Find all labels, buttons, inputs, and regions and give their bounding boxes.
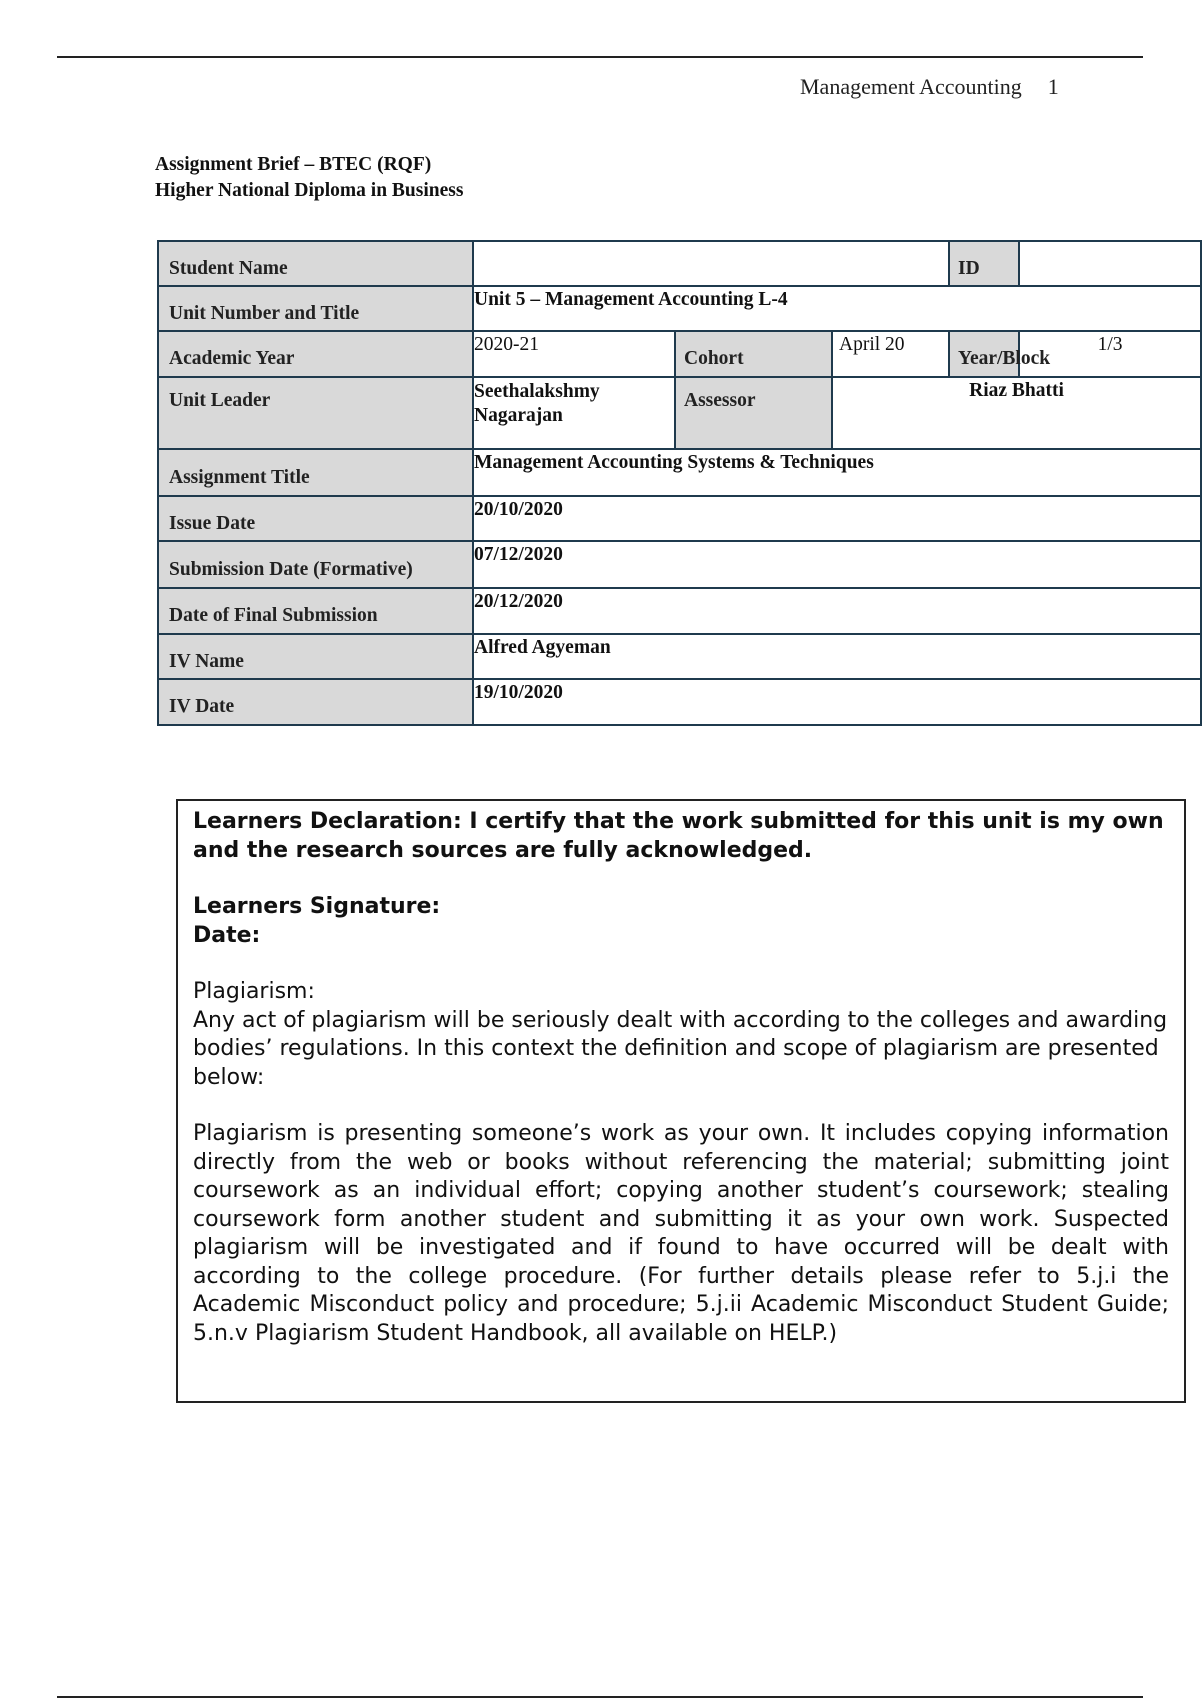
final-submission-label: Date of Final Submission xyxy=(158,588,473,634)
unit-leader-label: Unit Leader xyxy=(158,377,473,449)
row-academic-year xyxy=(158,331,1201,377)
academic-year-label: Academic Year xyxy=(158,331,473,377)
footer-rule xyxy=(57,1696,1143,1698)
cohort-label: Cohort xyxy=(675,331,832,377)
submission-formative-value: 07/12/2020 xyxy=(473,541,1201,588)
issue-date-value: 20/10/2020 xyxy=(473,496,1201,541)
issue-date-label: Issue Date xyxy=(158,496,473,541)
iv-date-label: IV Date xyxy=(158,679,473,725)
row-assignment-title xyxy=(158,449,1201,496)
id-label: ID xyxy=(949,241,1019,286)
unit-leader-value: Seethalakshmy Nagarajan xyxy=(473,377,675,449)
plagiarism-definition: Plagiarism is presenting someone’s work as your own. It includes copying information directly from the web or books without referencing the material; submitting joint coursework as an individual effort; copying another student’s coursework; stealing coursework form another student and submitting it as your own work. Suspected plagiarism will be investigated and if found to have occurred will be dealt with according to the college procedure. (For further details please refer to 5.j.i the Academic Misconduct policy and procedure; 5.j.ii Academic Misconduct Student Guide; 5.n.v Plagiarism Student Handbook, all available on HELP.) xyxy=(193,1121,1169,1346)
assessor-value: Riaz Bhatti xyxy=(832,377,1201,449)
iv-name-value: Alfred Agyeman xyxy=(473,634,1201,679)
student-name-label: Student Name xyxy=(158,241,473,286)
row-submission-formative xyxy=(158,541,1201,588)
row-iv-name xyxy=(158,634,1201,679)
row-iv-date xyxy=(158,679,1201,725)
row-student-name xyxy=(158,241,1201,286)
iv-date-value: 19/10/2020 xyxy=(473,679,1201,725)
running-header xyxy=(800,74,1059,100)
row-unit xyxy=(158,286,1201,331)
id-value[interactable] xyxy=(1019,241,1201,286)
plagiarism-heading: Plagiarism: xyxy=(193,979,315,1004)
assignment-title-value: Management Accounting Systems & Techniques xyxy=(473,449,1201,496)
row-unit-leader xyxy=(158,377,1201,449)
row-final-submission xyxy=(158,588,1201,634)
assignment-title-label: Assignment Title xyxy=(158,449,473,496)
year-block-value: 1/3 xyxy=(1019,331,1201,377)
row-issue-date xyxy=(158,496,1201,541)
iv-name-label: IV Name xyxy=(158,634,473,679)
final-submission-value: 20/12/2020 xyxy=(473,588,1201,634)
student-name-value[interactable] xyxy=(473,241,949,286)
submission-formative-label: Submission Date (Formative) xyxy=(158,541,473,588)
brief-title: Assignment Brief – BTEC (RQF) xyxy=(155,154,432,175)
assignment-cover-table xyxy=(157,240,1202,726)
signature-label: Learners Signature: xyxy=(193,894,441,919)
brief-heading xyxy=(155,152,463,204)
declaration-statement: Learners Declaration: I certify that the work submitted for this unit is my own and the research sources are fully acknowledged. xyxy=(193,809,1164,863)
brief-programme: Higher National Diploma in Business xyxy=(155,180,464,201)
year-block-label: Year/Block xyxy=(949,331,1019,377)
academic-year-value: 2020-21 xyxy=(473,331,675,377)
date-label: Date: xyxy=(193,922,261,948)
unit-label: Unit Number and Title xyxy=(158,286,473,331)
header-rule xyxy=(57,56,1143,58)
page-number: 1 xyxy=(1047,74,1059,99)
unit-value: Unit 5 – Management Accounting L-4 xyxy=(473,286,1201,331)
learners-declaration-box xyxy=(176,799,1186,1403)
cohort-value: April 20 xyxy=(832,331,949,377)
running-title: Management Accounting xyxy=(800,74,1022,99)
assessor-label: Assessor xyxy=(675,377,832,449)
plagiarism-intro: Any act of plagiarism will be seriously dealt with according to the colleges and awarding bodies’ regulations. In this context the definition and scope of plagiarism are presented below: xyxy=(193,1007,1168,1090)
